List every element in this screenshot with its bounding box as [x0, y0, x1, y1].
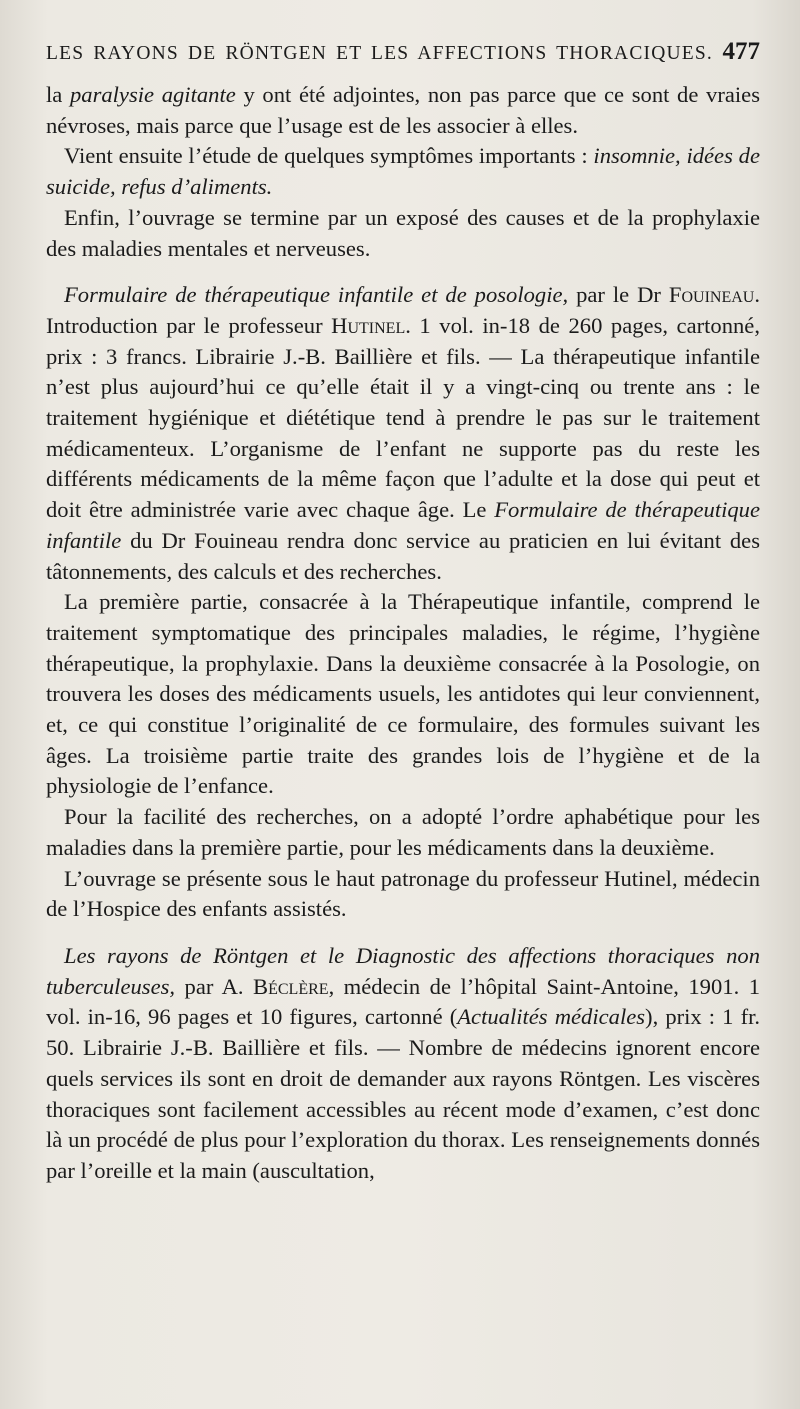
running-title: LES RAYONS DE RÖNTGEN ET LES AFFECTIONS THORACIQUES.	[46, 43, 714, 64]
review-formulaire-infantile: Formulaire de thérapeutique infantile et de posologie, par le Dr Fouineau. Introduction par le professeur Hutinel. 1 vol. in-18 de 260 pages, cartonné, prix : 3 francs. Librairie J.-B. Baillière et fils. — La thérapeutique infantile n’est plus aujourd’hui ce qu’elle était il y a vingt-cinq ou trente ans : le traitement hygiénique et diététique tend à prendre le pas sur le traitement médicamenteux. L’organisme de l’enfant ne supporte pas du reste les différents médicaments de la même façon que l’adulte et la dose qui peut et doit être administrée varie avec chaque âge. Le Formulaire de thérapeutique infantile du Dr Fouineau rendra donc service au praticien en lui évitant des tâtonnements, des calculs et des recherches.	[46, 282, 761, 584]
book-title: Les rayons de Röntgen et le Diagnostic des affections thoraciques non tuberculeuses,	[46, 942, 760, 999]
paragraph-premiere-partie: La première partie, consacrée à la Thérapeutique infantile, comprend le traitement symptomatique des principales maladies, le régime, l’hygiène thérapeutique, la prophylaxie. Dans la deuxième consacrée à la Posologie, on trouvera les doses des médicaments usuels, les antidotes qui leur conviennent, et, ce qui constitue l’originalité de ce formulaire, des formules suivant les âges. La troisième partie traite des grandes lois de l’hygiène et de la physiologie de l’enfance.	[46, 589, 760, 799]
preface-author: Hutinel	[331, 312, 406, 338]
author-name: Fouineau	[668, 282, 755, 308]
paragraph-symptomes: Vient ensuite l’étude de quelques symptômes importants : insomnie, idées de suicide, refus d’aliments.	[46, 143, 760, 200]
review-rayons-rontgen: Les rayons de Röntgen et le Diagnostic des affections thoraciques non tuberculeuses, par A. Béclère, médecin de l’hôpital Saint-Antoine, 1901. 1 vol. in-16, 96 pages et 10 figures, cartonné (Actualités médicales), prix : 1 fr. 50. Librairie J.-B. Baillière et fils. — Nombre de médecins ignorent encore quels services ils sont en droit de demander aux rayons Röntgen. Les viscères thoraciques sont facilement accessibles au récent mode d’examen, c’est donc là un procédé de plus pour l’exploration du thorax. Les renseignements donnés par l’oreille et la main (auscultation,	[46, 942, 761, 1183]
paragraph-paralysie: la paralysie agitante y ont été adjointes, non pas parce que ce sont de vraies névroses, mais parce que l’usage est de les associer à elles.	[46, 82, 760, 138]
paragraph-ordre-alphabetique: Pour la facilité des recherches, on a adopté l’ordre aphabétique pour les maladies dans la première partie, pour les médicaments dans la deuxième.	[46, 804, 760, 860]
page-number: 477	[722, 38, 760, 65]
author-name: Béclère	[253, 973, 329, 999]
book-title: Formulaire de thérapeutique infantile et de posologie,	[64, 282, 569, 308]
page-header	[46, 38, 760, 74]
series-name: Actualités médicales	[457, 1004, 646, 1030]
paragraph-prophylaxie: Enfin, l’ouvrage se termine par un exposé des causes et de la prophylaxie des maladies mentales et nerveuses.	[46, 204, 760, 261]
paragraph-patronage: L’ouvrage se présente sous le haut patronage du professeur Hutinel, médecin de l’Hospice des enfants assistés.	[46, 865, 760, 922]
